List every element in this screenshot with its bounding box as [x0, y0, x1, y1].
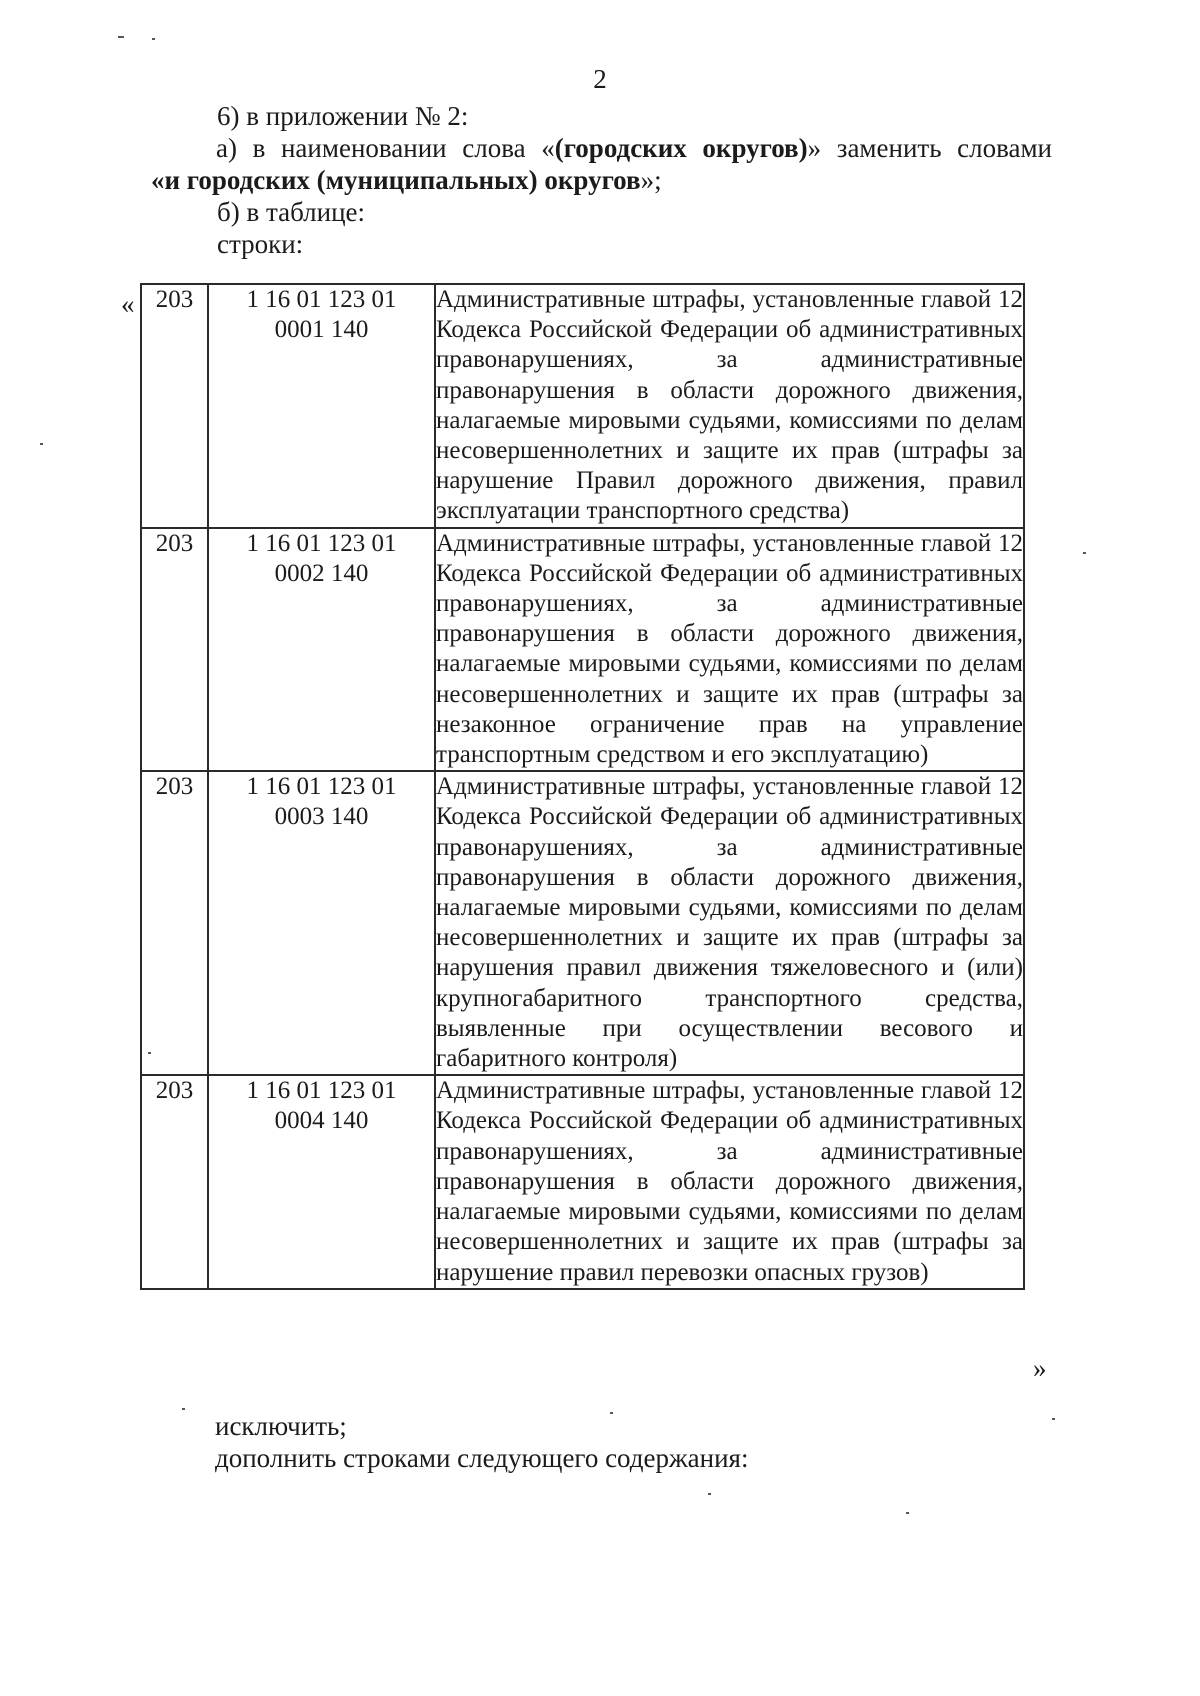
kbk-code-line: 1 16 01 123 01 [246, 773, 397, 801]
kbk-code-line: 1 16 01 123 01 [246, 286, 397, 313]
replaced-words: (городских округов) [554, 133, 808, 163]
income-description-cell: Административные штрафы, установленные главой 12 Кодекса Российской Федерации об административных правонарушениях, за административные правонарушения в области дорожного движения, налагаемые мировыми судьями, комиссиями по делам несовершеннолетних и защите их прав (штрафы за нарушения правил движения тяжеловесного и (или) крупногабаритного транспортного средства, выявленные при осуществлении весового и габаритного контроля) [435, 771, 1024, 1075]
admin-code-cell: 203 [141, 771, 208, 1075]
scan-speck [1052, 1418, 1055, 1420]
kbk-code-line: 0004 140 [274, 1107, 369, 1135]
kbk-code-cell [208, 528, 435, 772]
income-description-cell: Административные штрафы, установленные главой 12 Кодекса Российской Федерации об административных правонарушениях, за административные правонарушения в области дорожного движения, налагаемые мировыми судьями, комиссиями по делам несовершеннолетних и защите их прав (штрафы за нарушение Правил дорожного движения, правил эксплуатации транспортного средства) [435, 284, 1024, 528]
kbk-code-line: 0002 140 [274, 559, 369, 587]
kbk-code-line: 1 16 01 123 01 [246, 1077, 397, 1105]
scan-speck [152, 38, 155, 40]
new-words: и городских (муниципальных) округов [164, 165, 641, 195]
scan-speck [118, 36, 124, 38]
exclude-text: исключить; [215, 1411, 347, 1441]
kbk-code-cell [208, 771, 435, 1075]
item-a-text-end: » заменить словами [807, 133, 1053, 163]
kbk-code-line: 0001 140 [274, 316, 369, 344]
kbk-code-line: 1 16 01 123 01 [246, 529, 397, 557]
budget-codes-table [140, 283, 1025, 1290]
admin-code-cell: 203 [141, 528, 208, 772]
add-rows-text: дополнить строками следующего содержания: [215, 1443, 749, 1473]
kbk-code-line: 0003 140 [274, 803, 369, 831]
income-description-cell: Административные штрафы, установленные главой 12 Кодекса Российской Федерации об административных правонарушениях, за административные правонарушения в области дорожного движения, налагаемые мировыми судьями, комиссиями по делам несовершеннолетних и защите их прав (штрафы за нарушение правил перевозки опасных грузов) [435, 1075, 1024, 1288]
page-number: 2 [593, 64, 607, 94]
item-a-line [216, 132, 1052, 164]
income-description-cell: Административные штрафы, установленные главой 12 Кодекса Российской Федерации об административных правонарушениях, за административные правонарушения в области дорожного движения, налагаемые мировыми судьями, комиссиями по делам несовершеннолетних и защите их прав (штрафы за незаконное ограничение прав на управление транспортным средством и его эксплуатацию) [435, 528, 1024, 772]
table-row [141, 771, 1024, 1075]
open-quote-text: « [151, 165, 165, 195]
scan-speck [1083, 552, 1086, 554]
rows-label: строки: [217, 229, 304, 259]
table-close-quote: » [1033, 1353, 1047, 1383]
kbk-code-cell [208, 1075, 435, 1288]
item-b-heading: б) в таблице: [217, 197, 366, 227]
table-row [141, 284, 1024, 528]
scan-speck [610, 1412, 613, 1414]
admin-code-cell: 203 [141, 284, 208, 528]
admin-code-cell: 203 [141, 1075, 208, 1288]
scan-speck [182, 1408, 185, 1410]
item-6-heading: 6) в приложении № 2: [217, 101, 469, 131]
item-a-text-start: а) в наименовании слова « [216, 133, 555, 163]
scan-speck [708, 1493, 711, 1495]
item-a-continuation [151, 164, 662, 196]
table-row [141, 1075, 1024, 1288]
scan-speck [148, 1052, 151, 1054]
close-quote-text: »; [640, 165, 662, 195]
table-open-quote: « [121, 289, 135, 319]
kbk-code-cell [208, 284, 435, 528]
scan-speck [906, 1512, 909, 1514]
scan-speck [40, 443, 43, 445]
table-row [141, 528, 1024, 772]
